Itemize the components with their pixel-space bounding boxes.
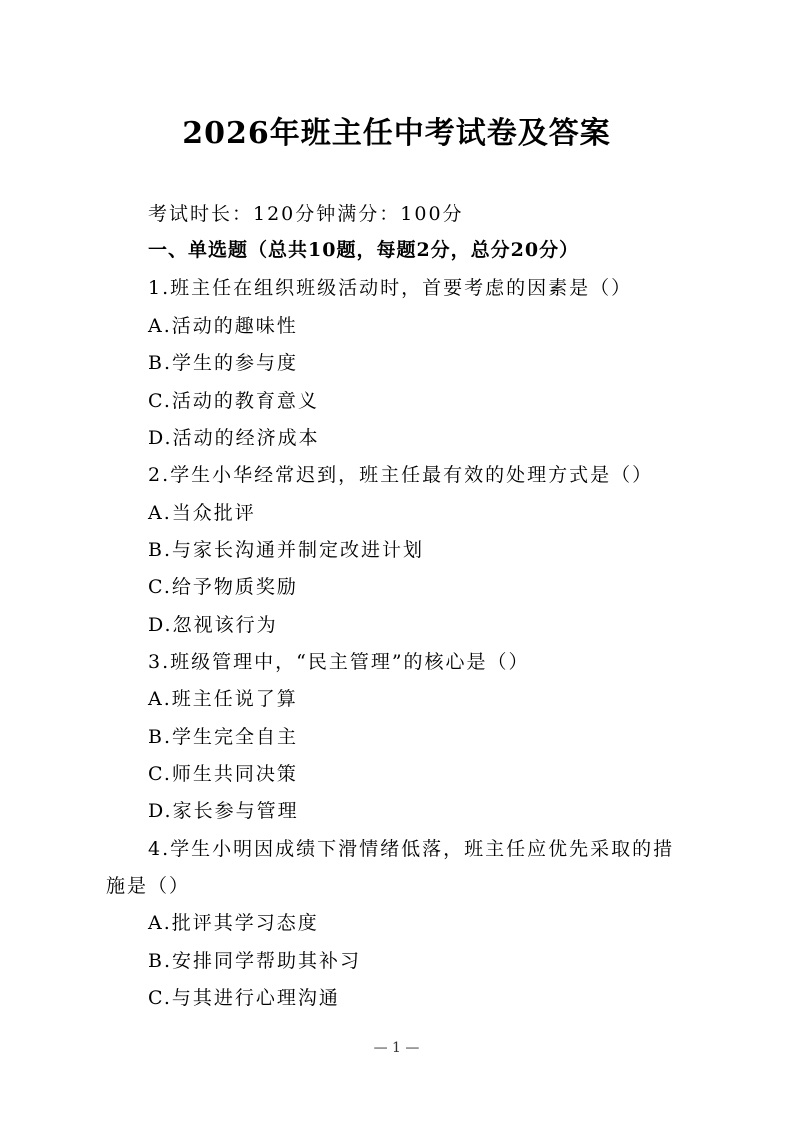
question-stem: 3.班级管理中，“民主管理”的核心是（）	[148, 651, 530, 673]
option: C.给予物质奖励	[148, 576, 298, 598]
option: B.与家长沟通并制定改进计划	[148, 539, 425, 561]
question-stem: 4.学生小明因成绩下滑情绪低落，班主任应优先采取的措	[148, 838, 675, 860]
option: B.学生完全自主	[148, 726, 299, 748]
option: D.家长参与管理	[148, 800, 299, 822]
option: A.活动的趣味性	[148, 315, 298, 337]
option: B.安排同学帮助其补习	[148, 950, 362, 972]
option: A.班主任说了算	[148, 688, 298, 710]
option: D.活动的经济成本	[148, 427, 320, 449]
page-number: — 1 —	[373, 1040, 420, 1056]
option: A.批评其学习态度	[148, 912, 319, 934]
question-stem-continuation: 施是（）	[106, 875, 191, 897]
exam-info: 考试时长：120分钟满分：100分	[148, 203, 464, 225]
section-heading: 一、单选题（总共10题，每题2分，总分20分）	[148, 239, 580, 261]
question-stem: 1.班主任在组织班级活动时，首要考虑的因素是（）	[148, 277, 633, 299]
option: C.师生共同决策	[148, 763, 298, 785]
question-stem: 2.学生小华经常迟到，班主任最有效的处理方式是（）	[148, 464, 654, 486]
option: A.当众批评	[148, 502, 256, 524]
option: D.忽视该行为	[148, 614, 278, 636]
option: C.活动的教育意义	[148, 390, 319, 412]
page-title: 2026年班主任中考试卷及答案	[182, 116, 611, 151]
option: B.学生的参与度	[148, 352, 299, 374]
option: C.与其进行心理沟通	[148, 987, 340, 1009]
